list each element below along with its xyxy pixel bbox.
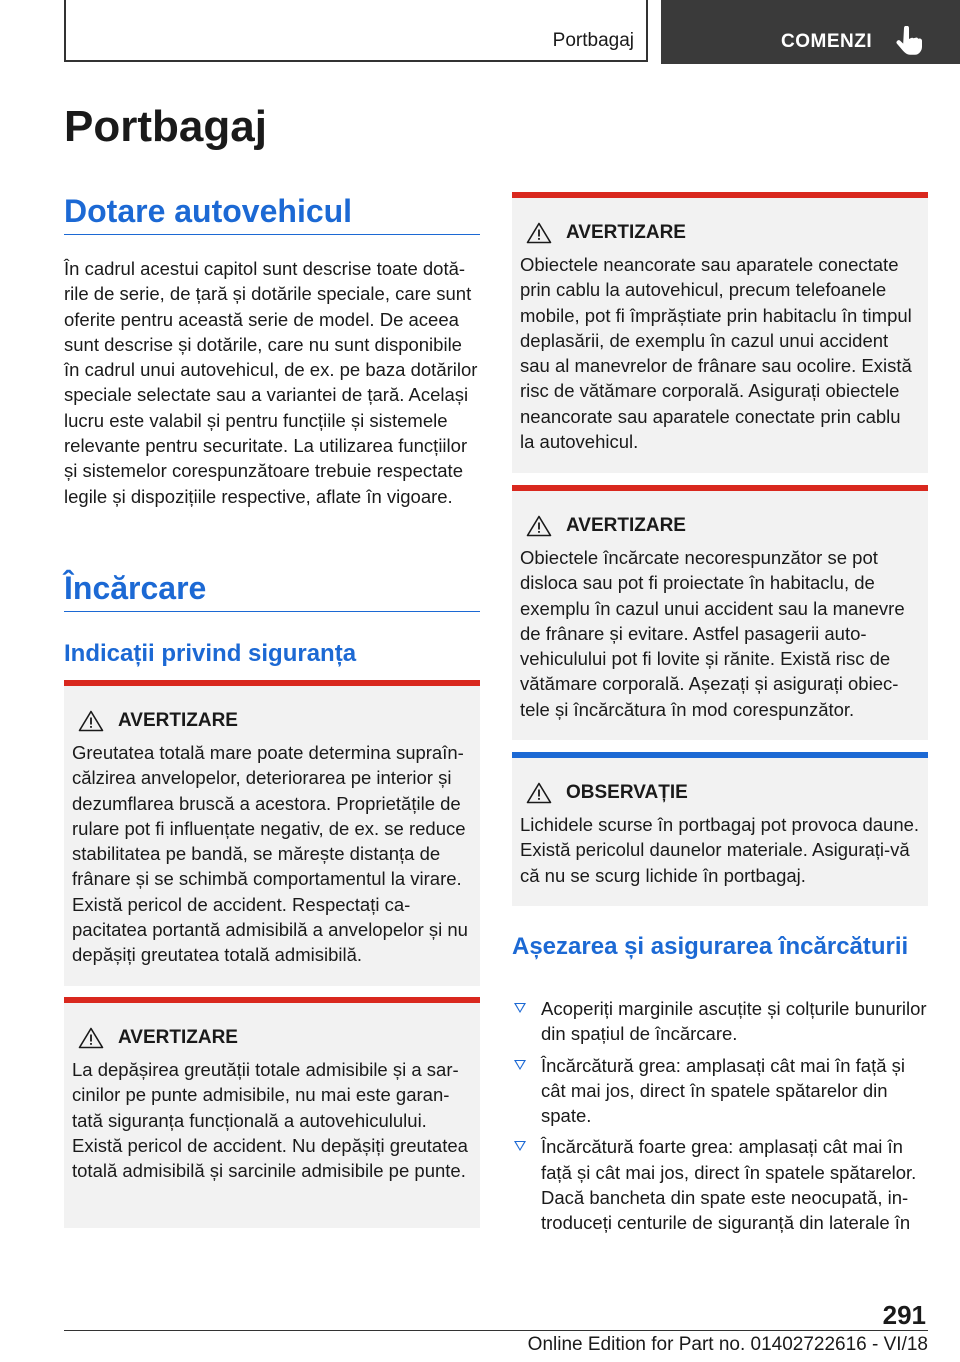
stowing-bullet-list <box>512 996 928 1242</box>
triangle-bullet-icon <box>514 1003 526 1013</box>
warning-box-weight <box>64 680 480 986</box>
list-item-text: Încărcătură foarte grea: amplasați cât mai în față și cât mai jos, direct în spatele spătarelor. Dacă bancheta din spate este neocupată, introduceți centurile de siguranță din laterale în <box>541 1136 917 1234</box>
footer-edition: Online Edition for Part no. 01402722616 - VI/18 <box>527 1334 928 1355</box>
warning-text: Obiectele încărcate necorespunzător se pot disloca sau pot fi proiectate în habitaclu, de exemplu în cazul unui accident sau la manevre de frânare și evitare. Astfel pasagerii autovehiculului pot fi lovite și rănite. Există risc de vătămare corporală. Așezați și asigurați obiectele și încărcătura în mod corespunzător. <box>520 547 905 720</box>
header-section-title: Portbagaj <box>552 30 634 51</box>
note-box-liquids <box>512 752 928 906</box>
triangle-bullet-icon <box>514 1060 526 1070</box>
warning-text: Greutatea totală mare poate determina supraîncălzirea anvelopelor, deteriorarea pe interior și dezumflarea bruscă a acestora. Proprietățile de rulare pot fi influențate negativ, de ex. se reduce stabilitatea pe bandă, se mărește distanța de frânare și se schimbă comportamentul la virare. Există pericol de accident. Respectați capacitatea portantă admisibilă a anvelopelor și nu depășiți greutatea totală admisibilă. <box>72 742 468 966</box>
section-heading-equipment: Dotare autovehicul <box>64 193 480 235</box>
warning-header <box>72 1027 472 1049</box>
list-item-text: Acoperiți marginile ascuțite și colțurile bunurilor din spațiul de încărcare. <box>541 998 927 1045</box>
warning-header <box>520 222 920 244</box>
note-header <box>520 782 920 804</box>
warning-title: AVERTIZARE <box>118 710 238 731</box>
warning-title: AVERTIZARE <box>566 515 686 536</box>
section-heading-loading: Încărcare <box>64 570 480 612</box>
warning-text: La depășirea greutății totale admisibile și a sarcinilor pe punte admisibile, nu mai este garantată siguranța funcțională a autovehiculului. Există pericol de accident. Nu depășiți greutatea totală admisibilă și sarcinile admisibile pe punte. <box>72 1059 468 1182</box>
warning-header <box>520 515 920 537</box>
chapter-title: Portbagaj <box>64 102 267 151</box>
warning-triangle-icon <box>526 515 552 537</box>
note-title: OBSERVAȚIE <box>566 782 688 803</box>
subheading-safety: Indicații privind siguranța <box>64 640 357 667</box>
warning-box-loose-objects <box>512 192 928 473</box>
warning-triangle-icon <box>78 710 104 732</box>
header-section-frame <box>64 0 648 62</box>
warning-title: AVERTIZARE <box>566 222 686 243</box>
warning-triangle-icon <box>526 222 552 244</box>
header-tab-label: COMENZI <box>781 31 873 52</box>
hand-pointer-icon <box>895 26 923 56</box>
warning-triangle-icon <box>78 1027 104 1049</box>
warning-title: AVERTIZARE <box>118 1027 238 1048</box>
footer-divider <box>64 1330 928 1331</box>
warning-header <box>72 710 472 732</box>
warning-box-improper-loading <box>512 485 928 740</box>
header-tab-controls[interactable] <box>661 0 960 64</box>
equipment-paragraph: În cadrul acestui capitol sunt descrise toate dotările de serie, de țară și dotările speciale, care sunt oferite pentru această serie de model. De aceea sunt descrise și dotările, care nu sunt disponibile în cadrul unui autovehicul, de ex. pe baza dotărilor speciale selectate sau a variantei de țară. Același lucru este valabil și pentru funcțiile și sistemele relevante pentru securitate. La utilizarea funcțiilor și sistemelor corespunzătoare trebuie respectate legile și dispozițiile respective, aflate în vigoare. <box>64 258 478 507</box>
warning-triangle-icon <box>526 782 552 804</box>
warning-text: Obiectele neancorate sau aparatele conectate prin cablu la autovehicul, precum telefoanele mobile, pot fi împrăștiate prin habitaclu în timpul deplasării, de exemplu în cazul unui accident sau al manevrelor de frânare sau ocolire. Există risc de vătămare corporală. Asigurați obiectele neancorate sau aparatele conectate prin cablu la autovehicul. <box>520 254 912 453</box>
list-item <box>512 1053 928 1129</box>
warning-box-axle-load <box>64 997 480 1228</box>
list-item-text: Încărcătură grea: amplasați cât mai în față și cât mai jos, direct în spatele spătarelor din spate. <box>541 1054 906 1127</box>
note-text: Lichidele scurse în portbagaj pot provoca daune. Există pericolul daunelor materiale. Asigurați-vă că nu se scurg lichide în portbagaj. <box>520 814 920 886</box>
list-item <box>512 996 928 1047</box>
triangle-bullet-icon <box>514 1141 526 1151</box>
page-number: 291 <box>882 1300 926 1330</box>
list-item <box>512 1134 928 1235</box>
subheading-stowing: Așezarea și asigurarea încărcăturii <box>512 933 909 960</box>
